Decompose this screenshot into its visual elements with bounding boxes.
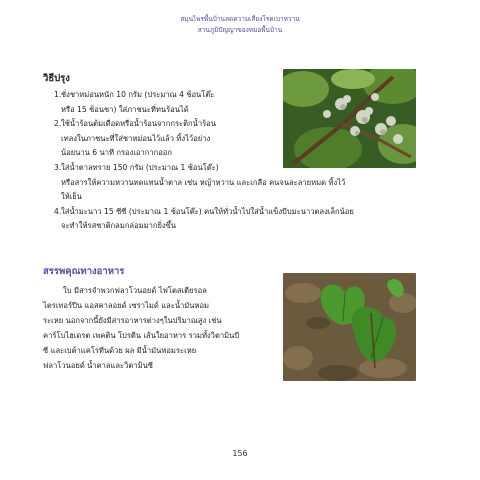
step-number: 1. <box>54 90 62 99</box>
paragraph-line: ฟลาโวนอยด์ น้ำตาลและวิตามินซี <box>43 361 153 370</box>
page-number: 156 <box>232 449 248 458</box>
paragraph-line: ใบ มีสารจำพวกฟลาโวนอยด์ ไฟโตสเตียรอล <box>63 286 207 295</box>
paragraph-line: คาร์โบไฮเดรต เพคติน โปรตีน เส้นใยอาหาร รวมทั้งวิตามินบี <box>43 331 240 340</box>
header-line-1: สมุนไพรพื้นบ้านลดความเสี่ยงโรคเบาหวาน <box>180 15 300 23</box>
step-line: น้อยนาน 6 นาที กรองเอากากออก <box>61 148 172 158</box>
step-line: ใส่น้ำมะนาว 15 ซีซี (ประมาณ 1 ช้อนโต๊ะ) คนให้ทั่วน้ำไปใส่น้ำแข็งบีบมะนาวตลงเล็กน้อย <box>61 206 354 216</box>
step-number: 3. <box>54 162 62 172</box>
nutrition-paragraph <box>43 283 273 373</box>
running-header <box>0 14 480 36</box>
step-number: 4. <box>54 206 62 216</box>
step-line: จะทำให้รสชาติกลมกล่อมมากยิ่งขึ้น <box>61 221 177 231</box>
step-line: ชั่งชาหม่อนหนัก 10 กรัม (ประมาณ 4 ช้อนโต๊ะ <box>61 90 215 99</box>
paragraph-line: ซี และเบต้าแคโรทีนด้วย ผล มีน้ำมันหอมระเหย <box>43 346 197 355</box>
step-line: ใส่น้ำตาลทราย 150 กรัม (ประมาณ 1 ช้อนโต๊ะ) <box>61 162 219 172</box>
recipe-heading: วิธีปรุง <box>43 73 70 84</box>
nutrition-heading: สรรพคุณทางอาหาร <box>43 266 125 277</box>
step-number: 2. <box>54 119 62 129</box>
recipe-step <box>43 205 423 234</box>
step-line: หรือสารให้ความหวานทดแทนน้ำตาล เช่น หญ้าหวาน และเกลือ คนจนละลายหมด ทิ้งไว้ <box>61 177 346 187</box>
paragraph-line: ไตรเทอร์ปีน แอสคาลอยด์ เซราไมด์ และน้ำมันหอม <box>43 301 210 310</box>
step-line: เทลงในภาชนะที่ใส่ชาหม่อนไว้แล้ว ทิ้งไว้อย่าง <box>61 133 211 143</box>
step-line: ใช้น้ำร้อนต้มเดือดหรือน้ำร้อนจากกระติกน้ำร้อน <box>61 119 216 129</box>
mulberry-fruit-photo <box>283 69 416 168</box>
mulberry-leaves-photo <box>283 273 416 381</box>
paragraph-line: ระเหย นอกจากนี้ยังมีสารอาหารต่างๆในปริมาณสูง เช่น <box>43 316 222 325</box>
step-line: ให้เย็น <box>61 192 82 202</box>
header-line-2: สานภูมิปัญญาของหมอพื้นบ้าน <box>197 26 283 34</box>
step-line: หรือ 15 ช้อนชา) ใส่ภาชนะที่ทนร้อนได้ <box>61 104 189 114</box>
